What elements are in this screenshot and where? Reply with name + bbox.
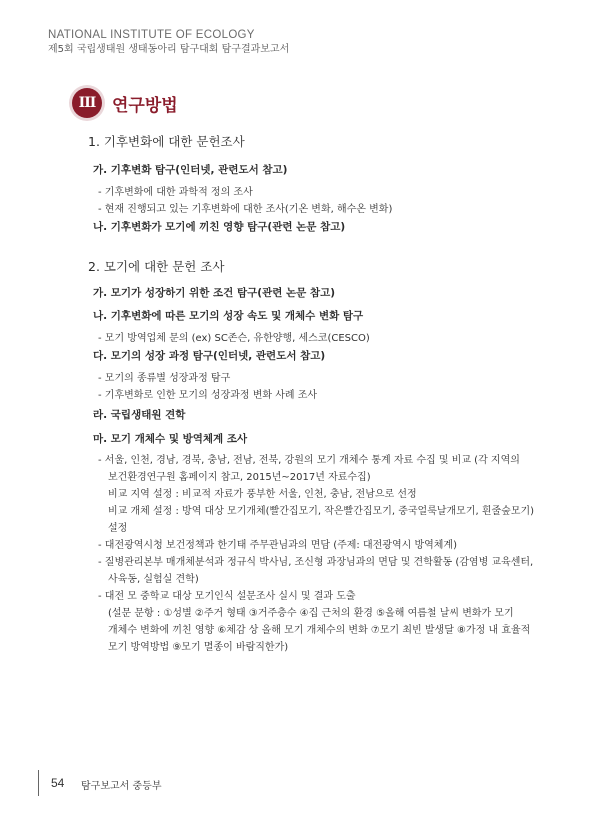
list-item: - 기후변화에 대한 과학적 정의 조사	[98, 187, 253, 198]
paragraph-line: - 질병관리본부 매개체분석과 정규식 박사님, 조신형 과장님과의 면담 및 견학활동 (감염병 교육센터,	[98, 557, 534, 568]
paragraph-line: - 서울, 인천, 경남, 경북, 충남, 전남, 전북, 강원의 모기 개체수 통계 자료 수집 및 비교 (각 지역의	[98, 455, 520, 466]
paragraph-line: 비교 개체 설정 : 방역 대상 모기개체(빨간집모기, 작은빨간집모기, 중국얼룩날개모기, 흰줄숲모기)	[108, 506, 535, 517]
section-number-badge	[72, 88, 102, 118]
paragraph-line: 모기 방역방법 ⑨모기 멸종이 바람직한가)	[108, 642, 289, 653]
report-subtitle: 제5회 국립생태원 생태동아리 탐구대회 탐구결과보고서	[48, 44, 290, 55]
paragraph-line: 설정	[108, 523, 128, 534]
footer-report: 탐구보고서	[81, 781, 130, 792]
footer-label	[81, 777, 161, 792]
list-item: - 모기 방역업체 문의 (ex) SC존슨, 유한양행, 세스코(CESCO)	[98, 333, 370, 344]
page-footer	[38, 770, 162, 796]
paragraph-line: 비교 지역 설정 : 비교적 자료가 풍부한 서울, 인천, 충남, 전남으로 선정	[108, 489, 417, 500]
institute-name: NATIONAL INSTITUTE OF ECOLOGY	[48, 29, 255, 41]
item-1a-heading: 가. 기후변화 탐구(인터넷, 관련도서 참고)	[93, 164, 288, 176]
item-2d-heading: 라. 국립생태원 견학	[93, 409, 186, 421]
paragraph-line: - 대전 모 중학교 대상 모기인식 설문조사 실시 및 결과 도출	[98, 591, 356, 602]
paragraph-line: 사육동, 실험실 견학)	[108, 574, 199, 585]
list-item: - 현재 진행되고 있는 기후변화에 대한 조사(기온 변화, 해수온 변화)	[98, 204, 393, 215]
page-header	[48, 28, 289, 57]
list-item: - 기후변화로 인한 모기의 성장과정 변화 사례 조사	[98, 390, 318, 401]
item-2a-heading: 가. 모기가 성장하기 위한 조건 탐구(관련 논문 참고)	[93, 287, 336, 299]
paragraph-line: - 대전광역시청 보건정책과 한기태 주무관님과의 면담 (주제: 대전광역시 방역체계)	[98, 540, 457, 551]
section-number: III	[78, 95, 96, 111]
item-2b-heading: 나. 기후변화에 따른 모기의 성장 속도 및 개체수 변화 탐구	[93, 310, 364, 322]
item-2c-heading: 다. 모기의 성장 과정 탐구(인터넷, 관련도서 참고)	[93, 350, 326, 362]
list-item: - 모기의 종류별 성장과정 탐구	[98, 373, 231, 384]
subsection-2-title: 2. 모기에 대한 문헌 조사	[88, 259, 225, 274]
section-title: 연구방법	[112, 95, 178, 116]
item-2e-heading: 마. 모기 개체수 및 방역체계 조사	[93, 433, 248, 445]
item-1b-heading: 나. 기후변화가 모기에 끼친 영향 탐구(관련 논문 참고)	[93, 221, 346, 233]
paragraph-line: 개체수 변화에 끼친 영향 ⑥체감 상 올해 모기 개체수의 변화 ⑦모기 최빈 발생달 ⑧가정 내 효율적	[108, 625, 531, 636]
subsection-1-title: 1. 기후변화에 대한 문헌조사	[88, 134, 245, 149]
page-number: 54	[51, 776, 65, 790]
paragraph-line: 보건환경연구원 홈페이지 참고, 2015년~2017년 자료수집)	[108, 472, 371, 483]
footer-division: 중등부	[132, 781, 162, 792]
paragraph-line: (설문 문항 : ①성별 ②주거 형태 ③거주층수 ④집 근처의 환경 ⑤올해 여름철 날씨 변화가 모기	[108, 608, 514, 619]
section-heading	[72, 88, 178, 118]
